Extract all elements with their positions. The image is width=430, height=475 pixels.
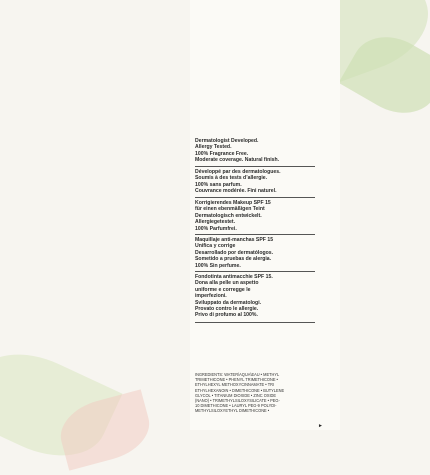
text-line: Desarrollado por dermatólogos. xyxy=(195,249,274,256)
text-line: Sometido a pruebas de alergia. xyxy=(195,256,272,263)
section-fr xyxy=(195,169,335,195)
continue-arrow-icon: ► xyxy=(318,423,323,429)
heading-line: Dermatologist Developed. xyxy=(195,138,259,144)
text-line: Maquillaje anti-manchas SPF 15 xyxy=(195,237,274,243)
text-line: Privo di profumo al 100%. xyxy=(195,312,258,319)
text-line: Korrigierendes Makeup SPF 15 xyxy=(195,200,271,206)
ingredient-line: METHYLSILOXYETHYL DIMETHICONE • xyxy=(195,408,270,414)
divider xyxy=(195,197,315,198)
divider xyxy=(195,271,315,272)
text-line: Unifica y corrige xyxy=(195,243,236,250)
text-line: Allergiegetestet. xyxy=(195,219,236,226)
section-de xyxy=(195,200,335,232)
ingredient-line: (NANO) • TRIMETHYLSILOXYSILICATE • PEG- xyxy=(195,398,280,404)
text-line: Développé par des dermatologues. xyxy=(195,169,281,175)
section-en xyxy=(195,138,335,164)
section-es xyxy=(195,237,335,269)
text-line: Dona alla pelle un aspetto xyxy=(195,280,259,287)
divider xyxy=(195,234,315,235)
text-line: Couvrance modérée. Fini naturel. xyxy=(195,188,277,195)
text-line: Provato contro le allergie. xyxy=(195,306,259,313)
divider xyxy=(195,322,315,323)
text-line: Soumis à des tests d’allergie. xyxy=(195,175,268,182)
text-line: 100% Sin perfume. xyxy=(195,262,241,269)
divider xyxy=(195,166,315,167)
ingredient-line: TRIMETHICONE • PHENYL TRIMETHICONE • xyxy=(195,377,278,383)
text-line: Sviluppato da dermatologi. xyxy=(195,299,262,306)
ingredient-line: GLYCOL • TITANIUM DIOXIDE • ZINC OXIDE xyxy=(195,392,277,398)
heading-line: Allergy Tested. xyxy=(195,144,232,151)
ingredient-line: INGREDIENTS: WATER\AQUA\EAU • METHYL xyxy=(195,372,280,377)
text-line: 100% Fragrance Free. xyxy=(195,150,249,157)
text-line: für einen ebenmäßigen Teint xyxy=(195,206,265,213)
text-line: Fondotinta antimacchie SPF 15. xyxy=(195,274,273,280)
text-line: 100% Parfumfrei. xyxy=(195,225,237,232)
ingredient-line: 10 DIMETHICONE • LAURYL PEG-9 POLYDI- xyxy=(195,403,277,409)
text-line: uniforme e corregge le xyxy=(195,286,251,293)
ingredients-list xyxy=(195,372,335,414)
text-line: Moderate coverage. Natural finish. xyxy=(195,157,280,164)
text-line: imperfezioni. xyxy=(195,293,227,300)
ingredient-line: ETHYLHEXYL METHOXYCINNAMATE • TRI xyxy=(195,382,275,388)
ingredient-line: ETHYLHEXANOIN • DIMETHICONE • BUTYLENE xyxy=(195,387,285,393)
text-line: Dermatologisch entwickelt. xyxy=(195,212,262,219)
section-it xyxy=(195,274,335,319)
text-line: 100% sans parfum. xyxy=(195,181,242,188)
